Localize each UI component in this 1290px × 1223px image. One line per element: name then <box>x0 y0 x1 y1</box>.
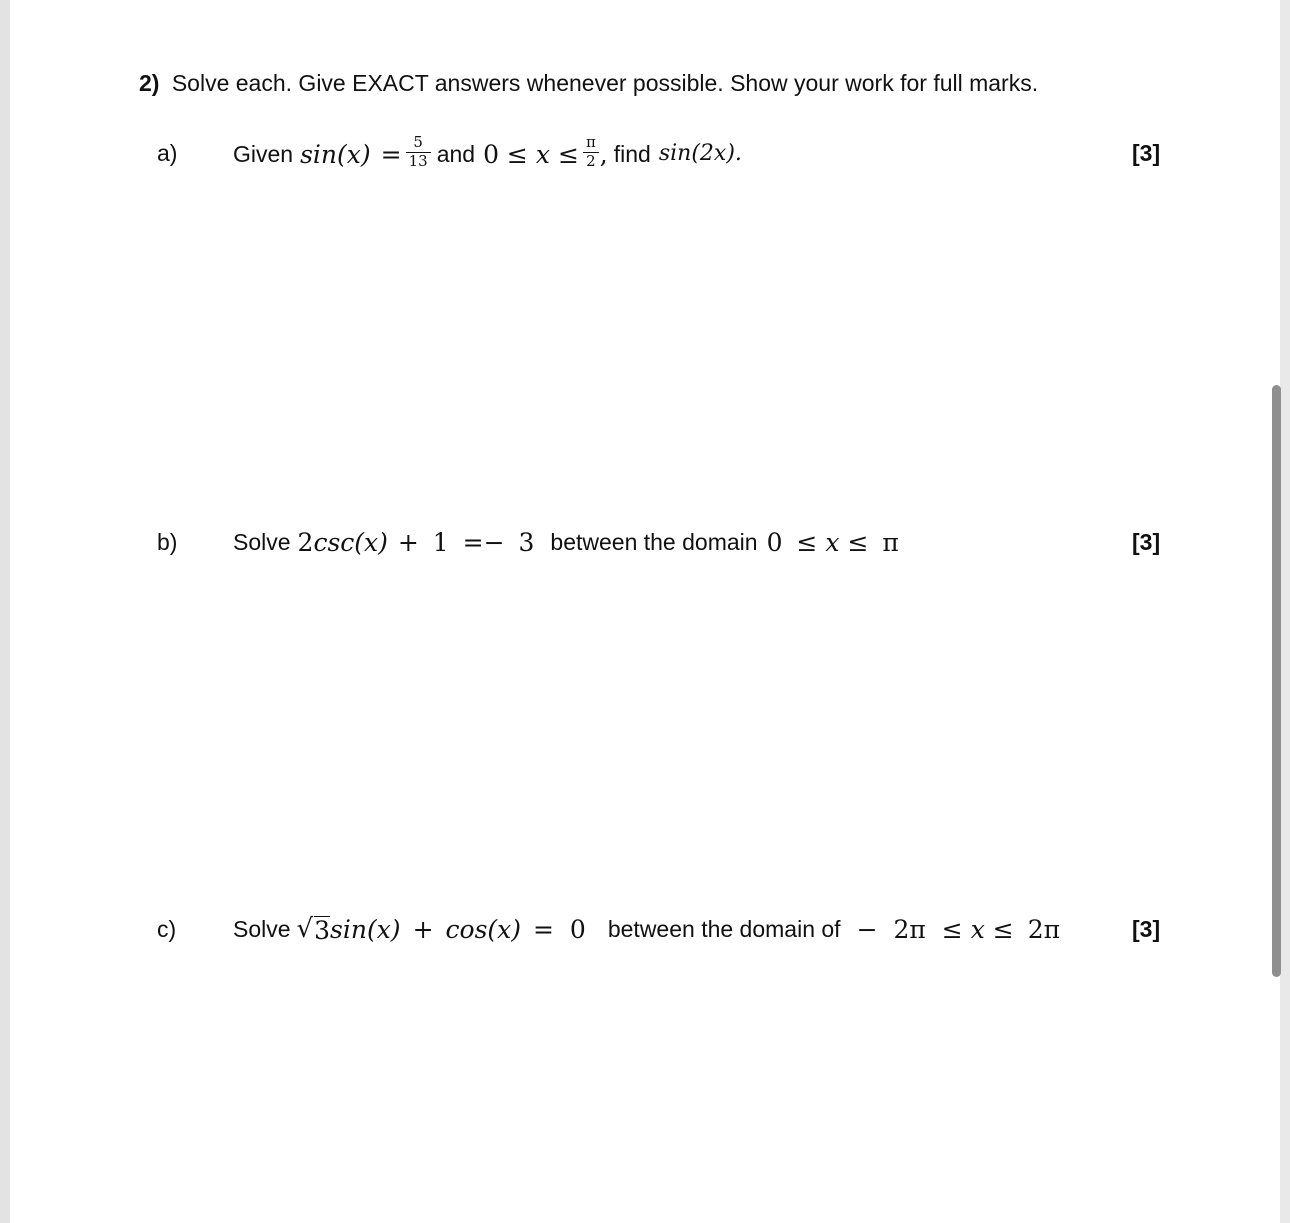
part-b-marks: [3] <box>1132 529 1161 555</box>
part-a-ineq-le: ≤ <box>557 139 579 169</box>
part-c-question <box>233 913 1060 945</box>
worksheet-page <box>10 0 1280 1223</box>
part-b-solve: Solve <box>233 528 291 555</box>
part-a-ineq-start: 0 ≤ <box>483 139 528 169</box>
part-b-csc-expression: csc(x) <box>313 527 388 557</box>
part-c-cos-expression: cos(x) <box>445 914 522 944</box>
part-c-label: c) <box>157 916 177 942</box>
scrollbar-track[interactable] <box>1280 0 1290 1223</box>
part-a-label: a) <box>157 140 178 166</box>
part-a-given: Given <box>233 140 294 167</box>
part-a-equals: = <box>380 139 402 169</box>
scrollbar-thumb[interactable] <box>1272 385 1281 977</box>
part-c-marks: [3] <box>1132 916 1161 942</box>
part-a-variable: x <box>535 139 550 169</box>
part-c-equals-zero: = 0 <box>533 914 586 944</box>
part-c-domain-start: − 2π ≤ <box>856 914 963 944</box>
part-b-domain-end: ≤ π <box>847 527 899 557</box>
instructions-text: Solve each. Give EXACT answers whenever possible. Show your work for full marks. <box>171 70 1039 96</box>
part-b-label: b) <box>157 529 178 555</box>
part-a-pi-fraction <box>583 132 599 170</box>
part-a-and: and <box>436 140 476 167</box>
part-a-question <box>233 132 742 170</box>
part-b-coefficient: 2 <box>297 527 314 557</box>
part-c-solve: Solve <box>233 915 291 942</box>
part-c-domain-end: ≤ 2π <box>992 914 1061 944</box>
part-b-domain-start: 0 ≤ <box>766 527 818 557</box>
part-c-sin-expression: sin(x) <box>330 914 401 944</box>
part-a-pi-denominator: 2 <box>586 151 596 170</box>
part-c-domain-text: between the domain of <box>607 915 841 942</box>
part-a-marks: [3] <box>1132 140 1161 166</box>
part-c-domain-variable: x <box>970 914 985 944</box>
part-a-comma: , <box>599 139 608 169</box>
part-a-fraction <box>406 132 431 170</box>
question-heading <box>139 72 1038 95</box>
part-b-domain-variable: x <box>825 527 840 557</box>
part-a-pi-numerator: π <box>583 135 599 153</box>
part-a-target-expression: sin(2x). <box>658 141 742 166</box>
part-a-fraction-denominator: 13 <box>408 151 428 170</box>
question-number: 2) <box>139 70 160 96</box>
part-b-question <box>233 527 899 557</box>
part-b-equation-rest: + 1 =− 3 <box>397 527 535 557</box>
part-b-domain-text: between the domain <box>550 528 758 555</box>
part-a-sin-expression: sin(x) <box>300 139 371 169</box>
part-a-find: find <box>613 140 651 167</box>
part-a-fraction-numerator: 5 <box>406 135 431 153</box>
part-c-root-value: 3 <box>314 915 331 945</box>
part-c-plus: + <box>412 914 434 944</box>
sqrt-icon: √ <box>296 914 314 944</box>
